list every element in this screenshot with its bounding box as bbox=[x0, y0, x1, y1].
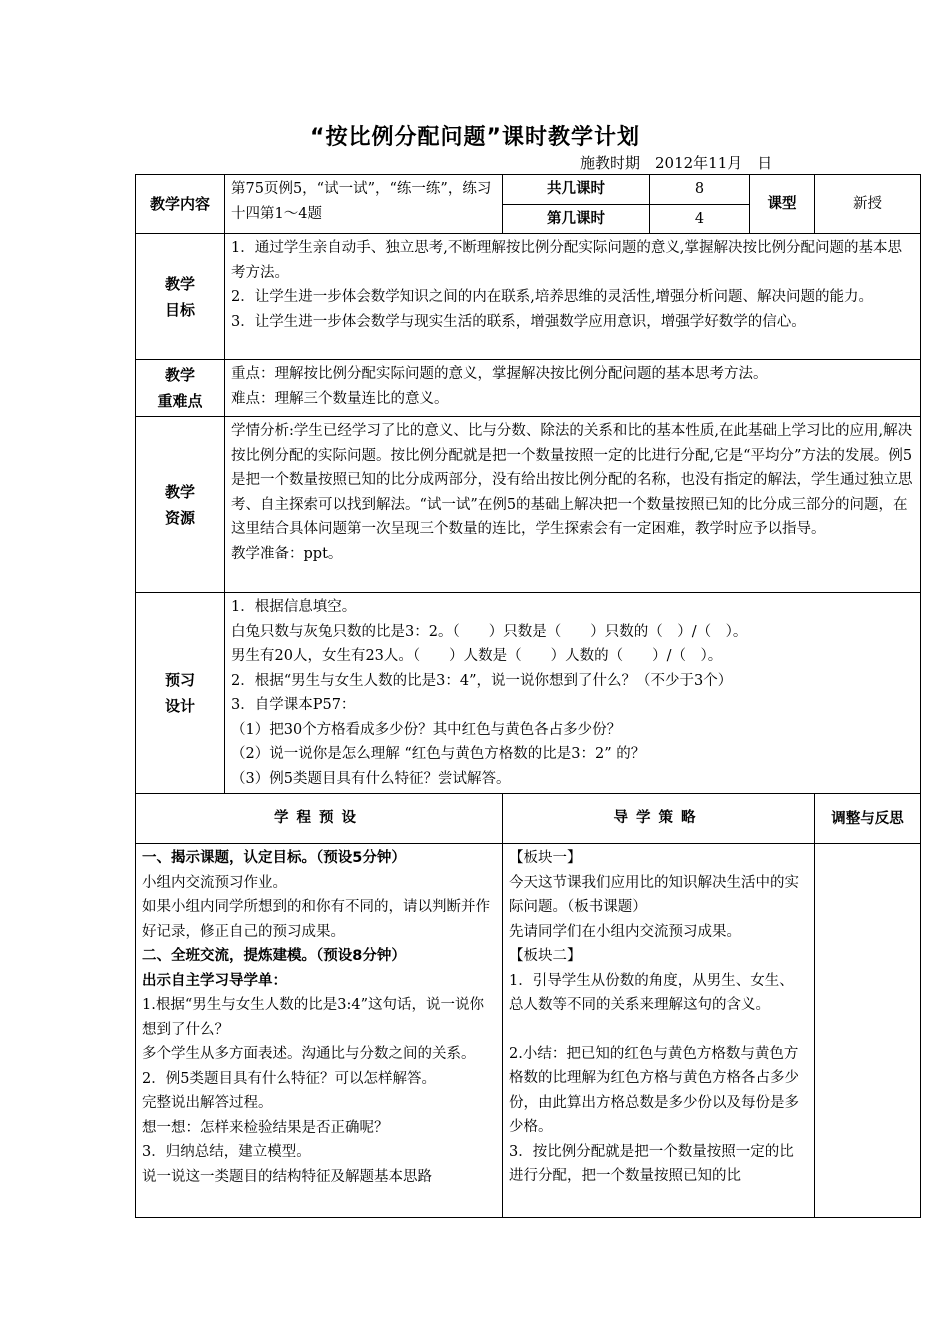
guide-text: 先请同学们在小组内交流预习成果。 bbox=[509, 923, 741, 940]
learning-heading: 出示自主学习导学单： bbox=[142, 972, 287, 989]
page-title: “按比例分配问题”课时教学计划 bbox=[310, 125, 640, 150]
adjust-header: 调整与反思 bbox=[815, 794, 921, 844]
preview-line: 1．根据信息填空。 bbox=[231, 599, 357, 615]
learning-heading: 一、揭示课题，认定目标。（预设5分钟） bbox=[142, 850, 406, 866]
date-line: 施教时期 2012年11月 日 bbox=[580, 154, 773, 172]
goal-line: 3．让学生进一步体会数学与现实生活的联系，增强数学应用意识，增强学好数学的信心。 bbox=[231, 313, 806, 330]
nth-label: 第几课时 bbox=[503, 204, 650, 234]
preview-line: 3．自学课本P57： bbox=[231, 697, 356, 713]
preview-label: 预习 设计 bbox=[136, 593, 225, 794]
learning-text: 想一想：怎样来检验结果是否正确呢？ bbox=[142, 1119, 389, 1136]
learning-text: 1.根据“男生与女生人数的比是3:4”这句话，说一说你想到了什么？ bbox=[142, 997, 484, 1038]
total-label: 共几课时 bbox=[503, 175, 650, 205]
learning-cell bbox=[136, 844, 503, 1218]
learning-text: 说一说这一类题目的结构特征及解题基本思路 bbox=[142, 1168, 432, 1185]
keypoint-line: 难点：理解三个数量连比的意义。 bbox=[231, 390, 449, 407]
resources-text bbox=[225, 417, 921, 593]
learning-text: 3．归纳总结，建立模型。 bbox=[142, 1144, 311, 1160]
adjust-cell bbox=[815, 844, 921, 1218]
guide-block-title: 【板块一】 bbox=[509, 850, 582, 866]
guide-block-title: 【板块二】 bbox=[509, 948, 582, 964]
resource-line: 教学准备：ppt。 bbox=[231, 545, 343, 562]
goals-label: 教学 目标 bbox=[136, 234, 225, 360]
learning-text: 完整说出解答过程。 bbox=[142, 1095, 273, 1111]
keypoints-label: 教学 重难点 bbox=[136, 360, 225, 417]
preview-line: （2）说一说你是怎么理解 “红色与黄色方格数的比是3：2” 的？ bbox=[231, 746, 646, 762]
nth-value: 4 bbox=[650, 204, 750, 234]
preview-line: （1）把30个方格看成多少份？其中红色与黄色各占多少份？ bbox=[231, 721, 622, 738]
goal-line: 1．通过学生亲自动手、独立思考,不断理解按比例分配实际问题的意义,掌握解决按比例分配问题的基本思考方法。 bbox=[231, 240, 902, 281]
guide-text: 1．引导学生从份数的角度，从男生、女生、总人数等不同的关系来理解这句的含义。 bbox=[509, 972, 794, 1013]
learning-heading: 二、全班交流，提炼建模。（预设8分钟） bbox=[142, 948, 406, 964]
learning-text: 多个学生从多方面表述。沟通比与分数之间的关系。 bbox=[142, 1046, 476, 1062]
guide-cell bbox=[503, 844, 815, 1218]
learning-text: 如果小组内同学所想到的和你有不同的，请以判断并作好记录，修正自己的预习成果。 bbox=[142, 899, 490, 940]
keypoints-text bbox=[225, 360, 921, 417]
resources-label: 教学 资源 bbox=[136, 417, 225, 593]
total-value: 8 bbox=[650, 175, 750, 205]
resource-line: 学情分析:学生已经学习了比的意义、比与分数、除法的关系和比的基本性质,在此基础上学习比的应用,解决按比例分配的实际问题。按比例分配就是把一个数量按照一定的比进行分配,它是“平均分”方法的发展。例5是把一个数量按照已知的比分成两部分，没有给出按比例分配的名称，也没有指定的解法，学生通过独立思考、自主探索可以找到解法。“试一试”在例5的基础上解决把一个数量按照已知的比分成三部分的问题，在这里结合具体问题第一次呈现三个数量的连比，学生探索会有一定困难，教学时应予以指导。 bbox=[231, 423, 913, 537]
guide-text: 2.小结：把已知的红色与黄色方格数与黄色方格数的比理解为红色方格与黄色方格各占多少份，由此算出方格总数是多少份以及每份是多少格。 bbox=[509, 1045, 799, 1135]
type-value: 新授 bbox=[815, 175, 921, 234]
goals-text bbox=[225, 234, 921, 360]
keypoint-line: 重点：理解按比例分配实际问题的意义，掌握解决按比例分配问题的基本思考方法。 bbox=[231, 366, 768, 382]
preview-line: 白兔只数与灰兔只数的比是3：2。（ ）只数是（ ）只数的（ ）/（ ）。 bbox=[231, 623, 748, 640]
lesson-plan-table bbox=[135, 174, 921, 1218]
type-label: 课型 bbox=[750, 175, 815, 234]
preview-line: （3）例5类题目具有什么特征？尝试解答。 bbox=[231, 770, 511, 787]
goal-line: 2．让学生进一步体会数学知识之间的内在联系,培养思维的灵活性,增强分析问题、解决问题的能力。 bbox=[231, 289, 873, 305]
learning-text: 2．例5类题目具有什么特征？可以怎样解答。 bbox=[142, 1070, 436, 1087]
guide-header: 导学策略 bbox=[503, 794, 815, 844]
learning-header: 学程预设 bbox=[136, 794, 503, 844]
preview-line: 2．根据“男生与女生人数的比是3：4”，说一说你想到了什么？（不少于3个） bbox=[231, 672, 733, 689]
guide-text: 今天这节课我们应用比的知识解决生活中的实际问题。（板书课题） bbox=[509, 874, 799, 915]
guide-text: 3．按比例分配就是把一个数量按照一定的比进行分配，把一个数量按照已知的比 bbox=[509, 1143, 794, 1184]
content-text: 第75页例5，“试一试”，“练一练”，练习十四第1～4题 bbox=[225, 175, 503, 234]
preview-line: 男生有20人，女生有23人。（ ）人数是（ ）人数的（ ）/（ ）。 bbox=[231, 648, 723, 664]
learning-text: 小组内交流预习作业。 bbox=[142, 874, 287, 891]
preview-text bbox=[225, 593, 921, 794]
content-label: 教学内容 bbox=[136, 175, 225, 234]
